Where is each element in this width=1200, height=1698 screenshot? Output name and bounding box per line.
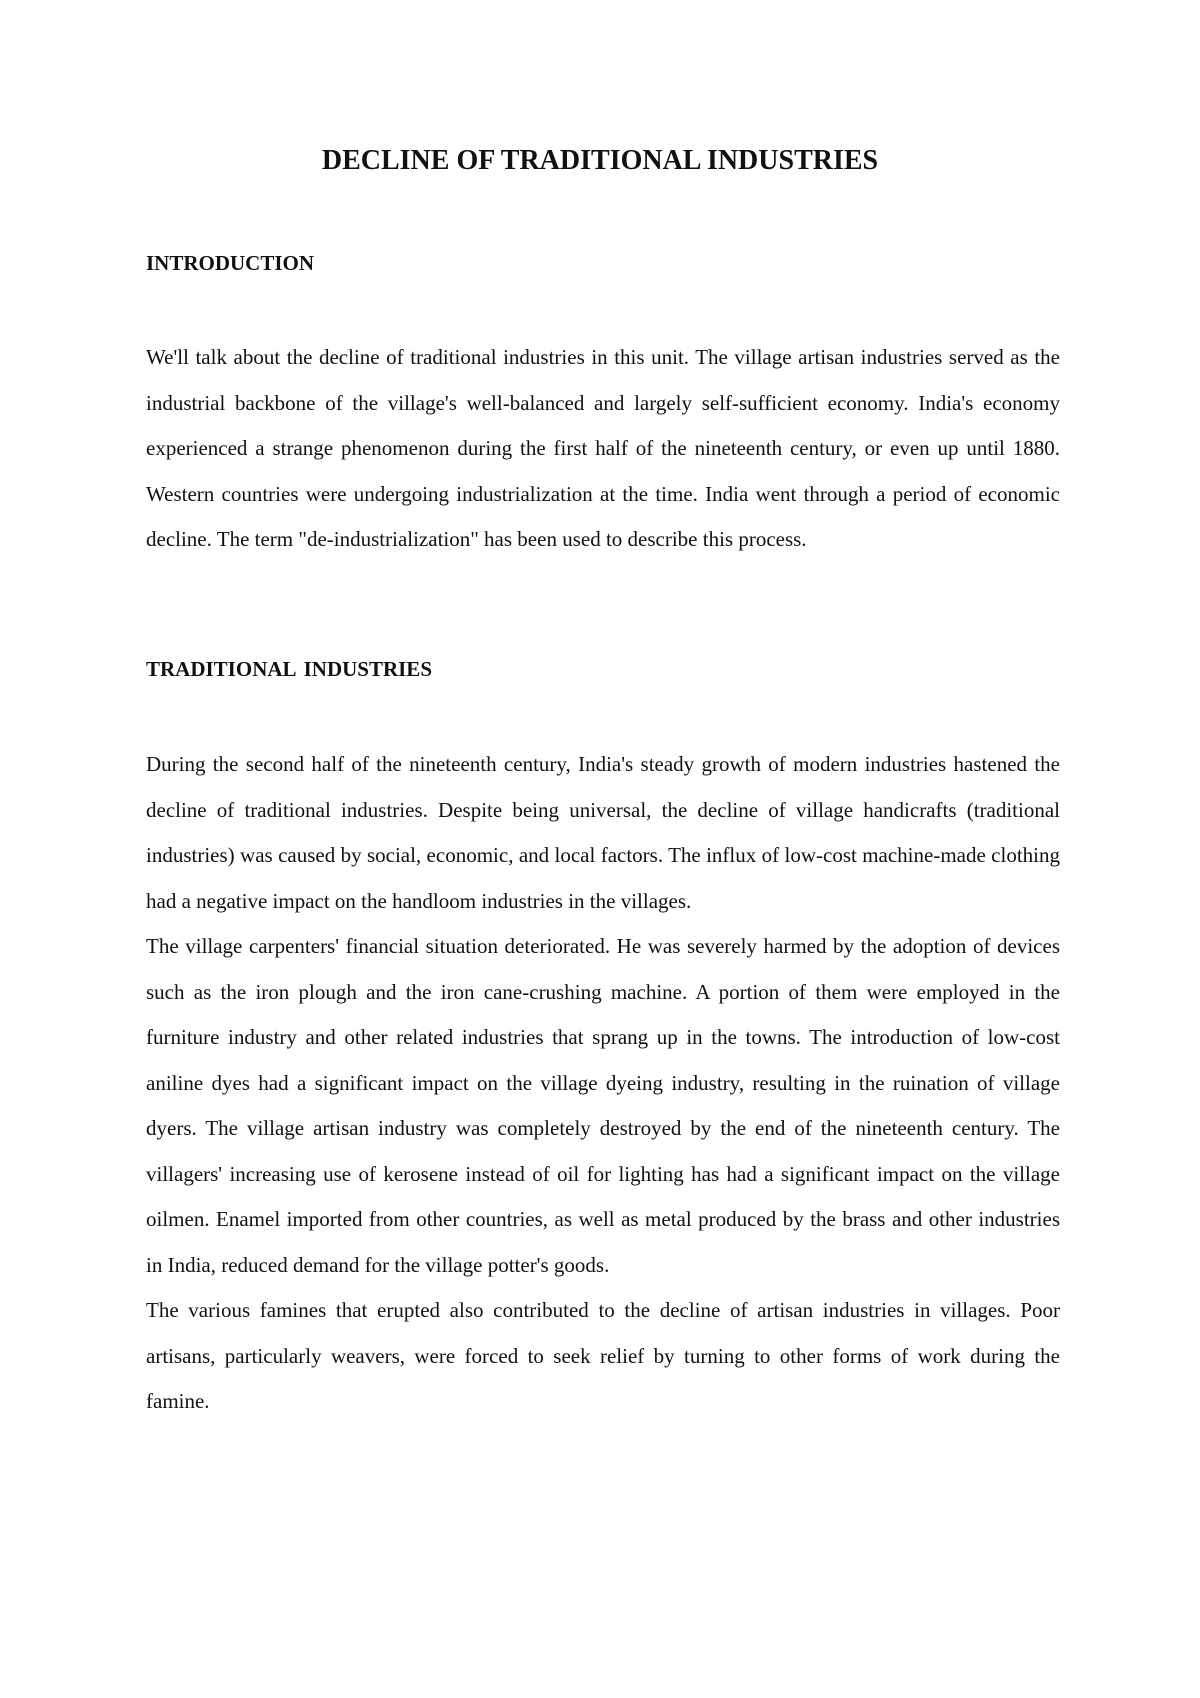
document-title: DECLINE OF TRADITIONAL INDUSTRIES xyxy=(321,145,879,176)
paragraph: The village carpenters' financial situation deteriorated. He was severely harmed by the adoption of devices such as the iron plough and the iron cane-crushing machine. A portion of them were employed in the furniture industry and other related industries that sprang up in the towns. The introduction of low-cost aniline dyes had a significant impact on the village dyeing industry, resulting in the ruination of village dyers. The village artisan industry was completely destroyed by the end of the nineteenth century. The villagers' increasing use of kerosene instead of oil for lighting has had a significant impact on the village oilmen. Enamel imported from other countries, as well as metal produced by the brass and other industries in India, reduced demand for the village potter's goods. xyxy=(146,934,1060,1277)
section-heading-introduction: INTRODUCTION xyxy=(146,251,315,275)
traditional-industries-body xyxy=(146,742,1060,1425)
introduction-body xyxy=(146,335,1060,563)
section-heading-traditional-industries: TRADITIONAL INDUSTRIES xyxy=(146,657,432,681)
paragraph: The various famines that erupted also contributed to the decline of artisan industries in villages. Poor artisans, particularly weavers, were forced to seek relief by turning to other forms of work during the famine. xyxy=(146,1298,1060,1413)
paragraph: We'll talk about the decline of traditional industries in this unit. The village artisan industries served as the industrial backbone of the village's well-balanced and largely self-sufficient economy. India's economy experienced a strange phenomenon during the first half of the nineteenth century, or even up until 1880. Western countries were undergoing industrialization at the time. India went through a period of economic decline. The term "de-industrialization" has been used to describe this process. xyxy=(146,345,1060,551)
paragraph: During the second half of the nineteenth century, India's steady growth of modern industries hastened the decline of traditional industries. Despite being universal, the decline of village handicrafts (traditional industries) was caused by social, economic, and local factors. The influx of low-cost machine-made clothing had a negative impact on the handloom industries in the villages. xyxy=(146,752,1060,913)
